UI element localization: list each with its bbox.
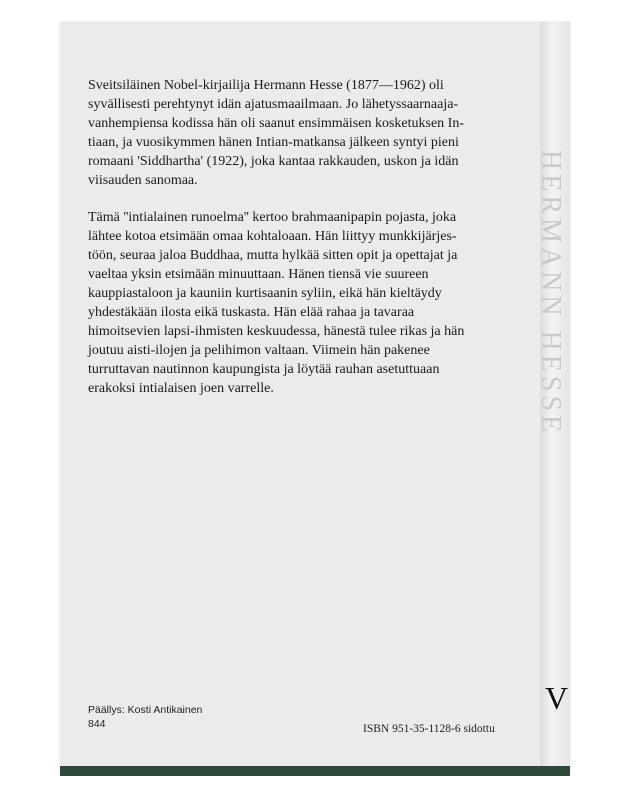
text-line: joutuu aisti-ilojen ja pelihimon valtaan. Viimein hän pakenee [88, 343, 430, 358]
text-line: kauppiastaloon ja kauniin kurtisaanin syliin, eikä hän kieltäydy [88, 286, 442, 301]
text-line: syvällisesti perehtynyt idän ajatusmaailmaan. Jo lähetyssaarnaaja- [88, 97, 459, 112]
text-line: romaani 'Siddhartha' (1922), joka kantaa rakkauden, uskon ja idän [88, 154, 459, 169]
blurb-paragraph-1 [88, 76, 528, 190]
text-line: töön, seuraa jaloa Buddhaa, mutta hylkää sitten opit ja opettajat ja [88, 248, 458, 263]
blurb-text [88, 76, 528, 416]
text-line: himoitsevien lapsi-ihmisten keskuudessa, hänestä tulee rikas ja hän [88, 324, 465, 339]
spine-initial: V [545, 680, 569, 716]
text-line: vanhempiensa kodissa hän oli saanut ensimmäisen kosketuksen In- [88, 116, 464, 131]
spine-author-text: HERMANN HESSE [535, 150, 566, 437]
cover-designer: Päällys: Kosti Antikainen [88, 704, 203, 716]
text-line: erakoksi intialaisen joen varrelle. [88, 381, 274, 396]
text-line: Sveitsiläinen Nobel-kirjailija Hermann Hesse (1877—1962) oli [88, 78, 444, 93]
text-line: viisauden sanomaa. [88, 173, 198, 188]
text-line: yhdestäkään ilosta eikä tuskasta. Hän elää rahaa ja tavaraa [88, 305, 415, 320]
text-line: turruttavan nautinnon kaupungista ja löytää rauhan asetuttuaan [88, 362, 440, 377]
cover-credit [88, 703, 202, 731]
blurb-paragraph-2 [88, 208, 528, 398]
text-line: lähtee kotoa etsimään omaa kohtaloaan. Hän liittyy munkkijärjes- [88, 229, 457, 244]
isbn-label: ISBN 951-35-1128-6 sidottu [363, 723, 495, 735]
cover-bottom-edge [60, 766, 570, 776]
text-line: tiaan, ja vuosikymmen hänen Intian-matkansa jälkeen syntyi pieni [88, 135, 459, 150]
print-number: 844 [88, 718, 106, 730]
text-line: vaeltaa yksin etsimään minuuttaan. Hänen tiensä vie suureen [88, 267, 429, 282]
text-line: Tämä ''intialainen runoelma'' kertoo brahmaanipapin pojasta, joka [88, 210, 457, 225]
